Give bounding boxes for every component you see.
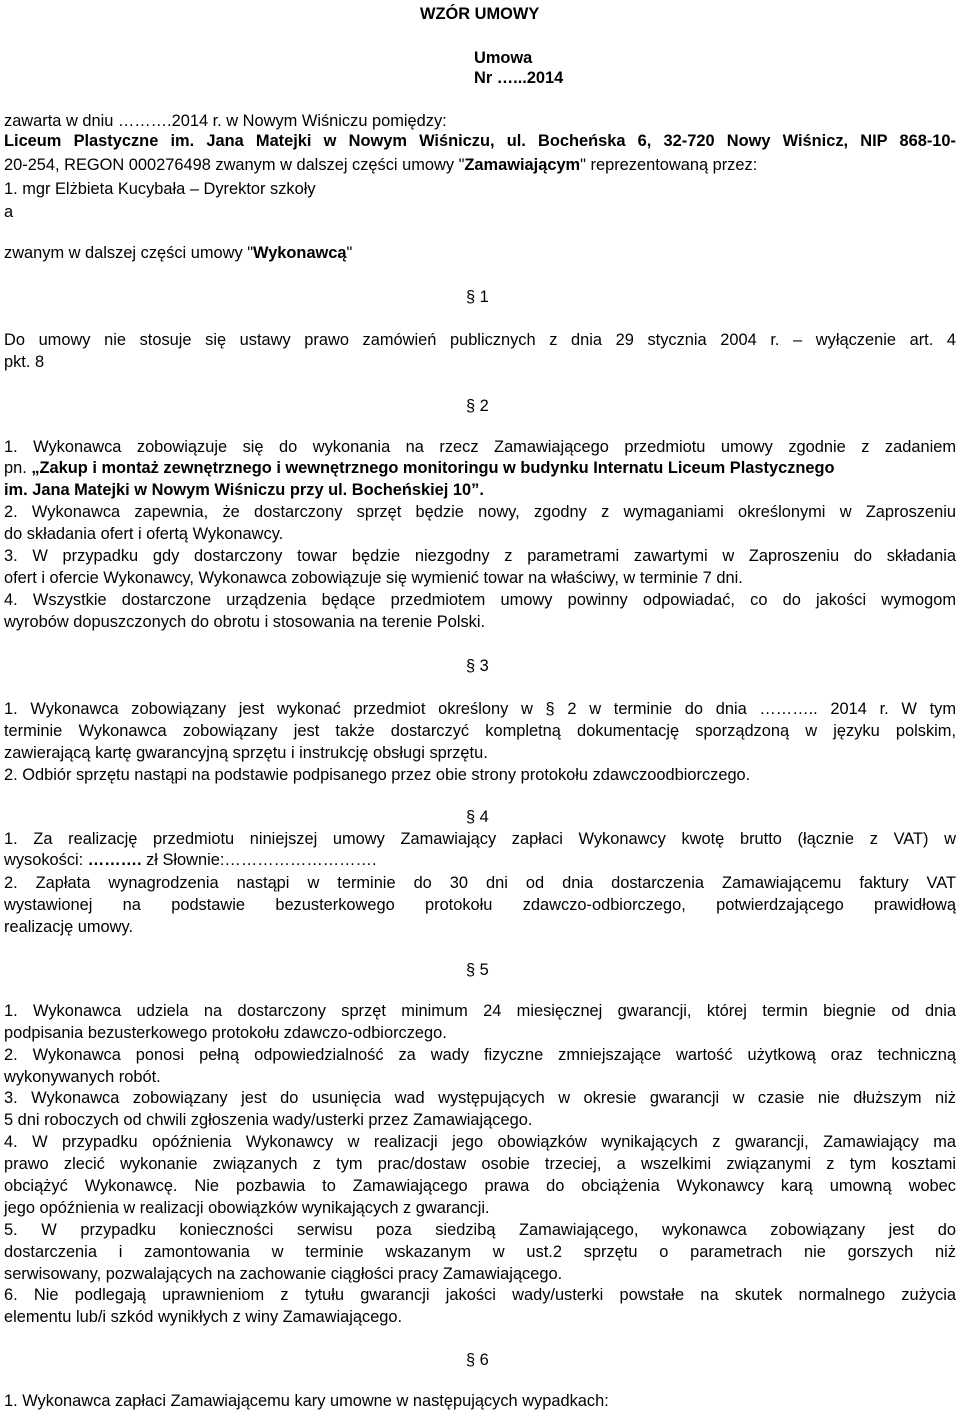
wykonawca-term: Wykonawcą (253, 244, 347, 262)
document-header: WZÓR UMOWY (420, 5, 540, 23)
section-2-p1-line-1: 1. Wykonawca zobowiązuje się do wykonania na rzecz Zamawiającego przedmiotu umowy zgodnie z zadaniem (4, 438, 956, 456)
section-6-p1-line-1: 1. Wykonawca zapłaci Zamawiającemu kary umowne w następujących wypadkach: (4, 1392, 609, 1410)
section-2-p3-line-2: ofert i ofercie Wykonawcy, Wykonawca zobowiązuje się wymienić towar na właściwy, w terminie 7 dni. (4, 569, 743, 587)
section-5-p5-line-1: 5. W przypadku konieczności serwisu poza siedzibą Zamawiającego, wykonawca zobowiązany jest do (4, 1221, 956, 1239)
regon-line (4, 155, 757, 175)
section-1-heading: § 1 (466, 288, 489, 306)
school-line: Liceum Plastyczne im. Jana Matejki w Nowym Wiśniczu, ul. Bocheńska 6, 32-720 Nowy Wiśnicz, NIP 868-10- (4, 132, 956, 150)
regon-text: 20-254, REGON 000276498 zwanym w dalszej części umowy " (4, 156, 465, 174)
section-5-p1-line-1: 1. Wykonawca udziela na dostarczony sprzęt minimum 24 miesięcznej gwarancji, której termin biegnie od dnia (4, 1002, 956, 1020)
section-5-p1-line-2: podpisania bezusterkowego protokołu zdawczo-odbiorczego. (4, 1024, 447, 1042)
section-3-heading: § 3 (466, 657, 489, 675)
section-5-p3-line-1: 3. Wykonawca zobowiązany jest do usunięcia wad występujących w okresie gwarancji w czasie nie dłuższym niż (4, 1089, 956, 1107)
section-5-p3-line-2: 5 dni roboczych od chwili zgłoszenia wady/usterki przez Zamawiającego. (4, 1111, 533, 1129)
section-5-p4-line-2: prawo zlecić wykonanie związanych z tym prac/dostaw osobie trzeciej, a wszelkimi związanymi z tym kosztami (4, 1155, 956, 1173)
section-1-line-2: pkt. 8 (4, 353, 45, 371)
section-6-heading: § 6 (466, 1351, 489, 1369)
amount-words: zł Słownie:………………………. (141, 851, 377, 869)
amount-blank: ………. (87, 851, 142, 869)
pn-prefix: pn. (4, 459, 32, 477)
contract-number: Nr …...2014 (474, 69, 564, 87)
amount-label: wysokości: (4, 851, 88, 869)
section-2-p4-line-1: 4. Wszystkie dostarczone urządzenia będące przedmiotem umowy powinny odpowiadać, co do jakości wymogom (4, 591, 956, 609)
section-4-heading: § 4 (466, 808, 489, 826)
section-2-heading: § 2 (466, 397, 489, 415)
section-3-p2-line-1: 2. Odbiór sprzętu nastąpi na podstawie podpisanego przez obie strony protokołu zdawczoodbiorczego. (4, 766, 751, 784)
contract-title: Umowa (474, 49, 533, 67)
zamawiajacy-term: Zamawiającym (464, 156, 581, 174)
section-5-p6-line-1: 6. Nie podlegają uprawnieniom z tytułu gwarancji jakości wady/usterki powstałe na skutek normalnego zużycia (4, 1286, 956, 1304)
section-4-p2-line-3: realizację umowy. (4, 918, 134, 936)
representative-line: 1. mgr Elżbieta Kucybała – Dyrektor szkoły (4, 180, 316, 198)
section-5-p6-line-2: elementu lub/i szkód wynikłych z winy Zamawiającego. (4, 1308, 403, 1326)
date-text: zawarta w dniu ……….2014 r. w Nowym Wiśniczu pomiędzy: (4, 112, 447, 130)
section-3-p1-line-1: 1. Wykonawca zobowiązany jest wykonać przedmiot określony w § 2 w terminie do dnia ……….. 2014 r. W tym (4, 700, 956, 718)
section-2-p1-line-2 (4, 458, 835, 478)
section-2-p1-line-3: im. Jana Matejki w Nowym Wiśniczu przy ul. Bocheńskiej 10”. (4, 481, 484, 499)
section-5-p5-line-3: serwisowany, pozwalających na zachowanie ciągłości pracy Zamawiającego. (4, 1265, 563, 1283)
conjunction-a: a (4, 203, 14, 221)
contractor-tail: " (346, 244, 353, 262)
section-2-p2-line-2: do składania ofert i ofertą Wykonawcy. (4, 525, 284, 543)
regon-tail: " reprezentowaną przez: (580, 156, 758, 174)
contractor-text: zwanym w dalszej części umowy " (4, 244, 254, 262)
section-5-p4-line-4: jego opóźnienia w realizacji obowiązków wynikających z gwarancji. (4, 1199, 490, 1217)
section-1-line-1: Do umowy nie stosuje się ustawy prawo zamówień publicznych z dnia 29 stycznia 2004 r. – wyłączenie art. 4 (4, 331, 956, 349)
section-4-p1-line-1: 1. Za realizację przedmiotu niniejszej umowy Zamawiający zapłaci Wykonawcy kwotę brutto (łącznie z VAT) w (4, 830, 956, 848)
section-5-heading: § 5 (466, 961, 489, 979)
section-3-p1-line-2: terminie Wykonawca zobowiązany jest także dostarczyć kompletną dokumentację sporządzoną w języku polskim, (4, 722, 956, 740)
contractor-line (4, 243, 352, 263)
section-4-p2-line-1: 2. Zapłata wynagrodzenia nastąpi w terminie do 30 dni od dnia dostarczenia Zamawiającemu faktury VAT (4, 874, 956, 892)
section-5-p2-line-1: 2. Wykonawca ponosi pełną odpowiedzialność za wady fizyczne zmniejszające wartość użytkową oraz techniczną (4, 1046, 956, 1064)
section-5-p5-line-2: dostarczenia i zamontowania w terminie wskazanym w ust.2 sprzętu o parametrach nie gorszych niż (4, 1243, 956, 1261)
contract-date-line (4, 111, 447, 131)
section-5-p4-line-1: 4. W przypadku opóźnienia Wykonawcy w realizacji jego obowiązków wynikających z gwarancji, Zamawiający ma (4, 1133, 956, 1151)
section-5-p2-line-2: wykonywanych robót. (4, 1068, 161, 1086)
section-3-p1-line-3: zawierającą kartę gwarancyjną sprzętu i instrukcję obsługi sprzętu. (4, 744, 488, 762)
section-2-p3-line-1: 3. W przypadku gdy dostarczony towar będzie niezgodny z parametrami zawartymi w Zaproszeniu do składania (4, 547, 956, 565)
section-2-p2-line-1: 2. Wykonawca zapewnia, że dostarczony sprzęt będzie nowy, zgodny z wymaganiami określonymi w Zaproszeniu (4, 503, 956, 521)
task-name: „Zakup i montaż zewnętrznego i wewnętrznego monitoringu w budynku Internatu Liceum Plastycznego (31, 459, 835, 477)
section-4-p2-line-2: wystawionej na podstawie bezusterkowego protokołu zdawczo-odbiorczego, potwierdzającego prawidłową (4, 896, 956, 914)
section-4-p1-line-2 (4, 850, 377, 870)
section-5-p4-line-3: obciążyć Wykonawcę. Nie pozbawia to Zamawiającego prawa do obciążenia Wykonawcy karą umowną wobec (4, 1177, 956, 1195)
section-2-p4-line-2: wyrobów dopuszczonych do obrotu i stosowania na terenie Polski. (4, 613, 486, 631)
